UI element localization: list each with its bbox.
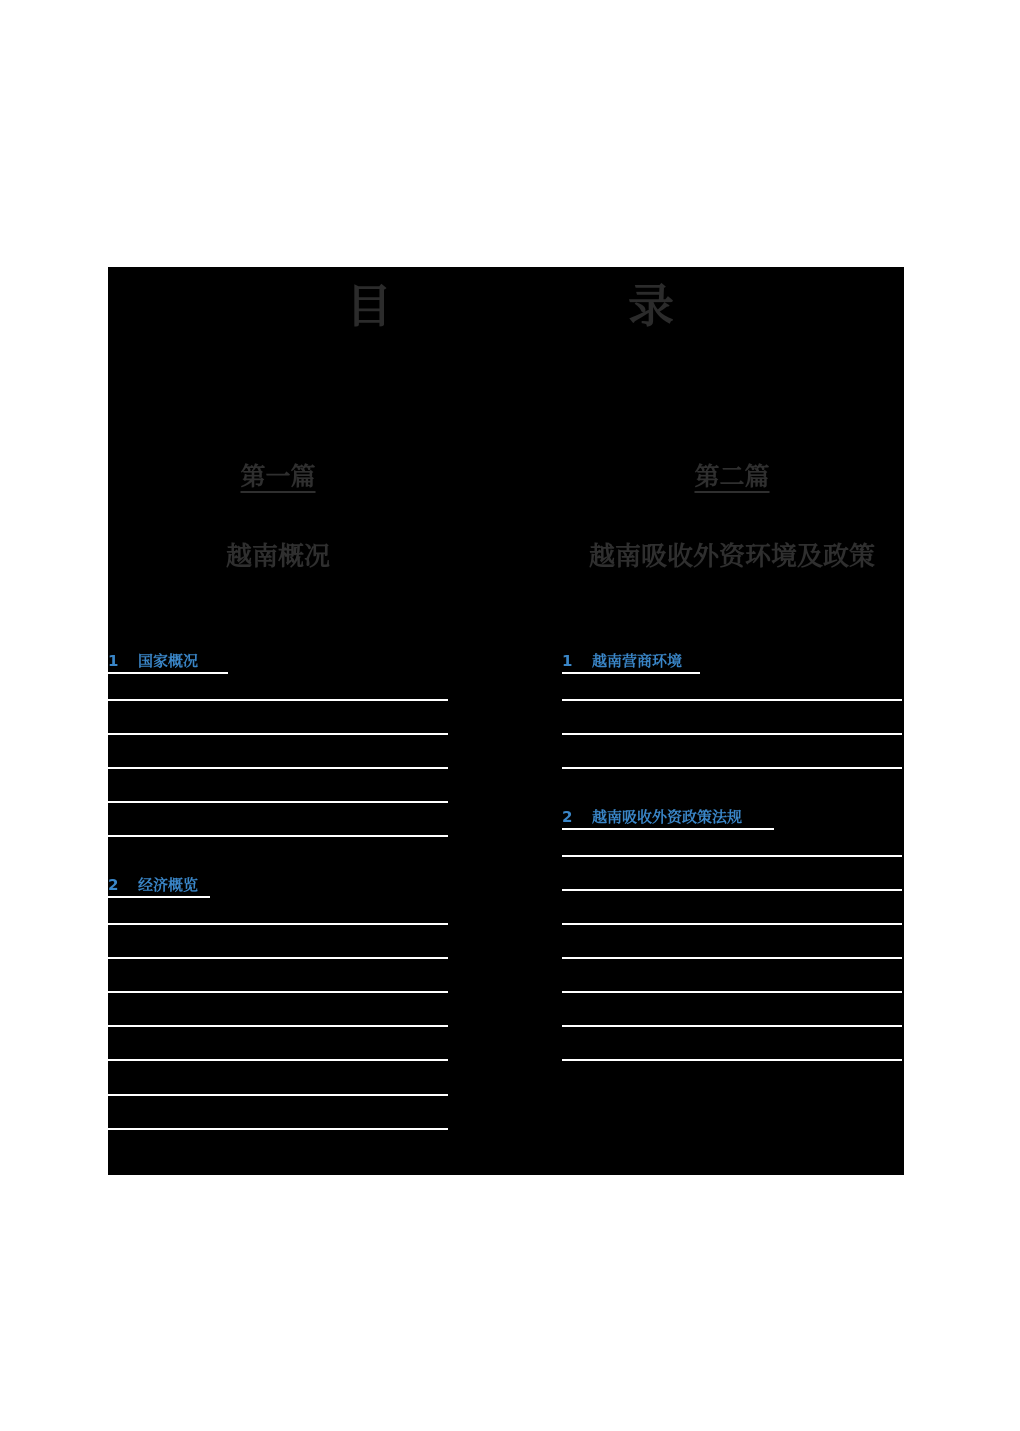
toc-entry-1-1-1[interactable] — [108, 666, 448, 700]
section-title: 国家概况 — [138, 652, 199, 670]
section-number: 1 — [108, 652, 119, 670]
toc-entry-1-1-2[interactable] — [108, 700, 448, 734]
part-1-name: 越南概况 — [225, 542, 330, 572]
toc-entry-1-2-2[interactable] — [108, 924, 448, 958]
toc-rule — [562, 767, 902, 769]
toc-entry-2-2-5[interactable] — [562, 958, 902, 992]
section-title: 经济概览 — [138, 876, 199, 894]
part-2-name: 越南吸收外资环境及政策 — [588, 542, 875, 572]
section-number: 2 — [108, 876, 119, 894]
toc-entry-2-1-2[interactable] — [562, 700, 902, 734]
section-title: 越南吸收外资政策法规 — [592, 808, 743, 826]
toc-entry-2-2-3[interactable] — [562, 890, 902, 924]
toc-entry-1-2-7[interactable] — [108, 1095, 448, 1129]
toc-entry-1-2-4[interactable] — [108, 992, 448, 1026]
toc-rule — [108, 835, 448, 837]
toc-entry-1-1-3[interactable] — [108, 734, 448, 768]
toc-entry-2-1-1[interactable] — [562, 666, 902, 700]
part-1-label: 第一篇 — [240, 462, 316, 491]
toc-entry-1-2-1[interactable] — [108, 890, 448, 924]
section-title: 越南营商环境 — [592, 652, 683, 670]
toc-entry-1-1-5[interactable] — [108, 802, 448, 836]
toc-entry-2-2-6[interactable] — [562, 992, 902, 1026]
toc-entry-2-2-4[interactable] — [562, 924, 902, 958]
toc-entry-2-2-7[interactable] — [562, 1026, 902, 1060]
toc-entry-1-2-6[interactable] — [108, 1060, 448, 1094]
toc-entry-1-2-5[interactable] — [108, 1026, 448, 1060]
section-number: 2 — [562, 808, 573, 826]
toc-entry-1-2-3[interactable] — [108, 958, 448, 992]
toc-rule — [108, 1128, 448, 1130]
page-title: 目 录 — [345, 279, 784, 333]
part-2-label: 第二篇 — [694, 462, 770, 491]
toc-entry-2-1-3[interactable] — [562, 734, 902, 768]
toc-entry-2-2-1[interactable] — [562, 822, 902, 856]
section-number: 1 — [562, 652, 573, 670]
toc-rule — [562, 1059, 902, 1061]
toc-entry-2-2-2[interactable] — [562, 856, 902, 890]
toc-entry-1-1-4[interactable] — [108, 768, 448, 802]
